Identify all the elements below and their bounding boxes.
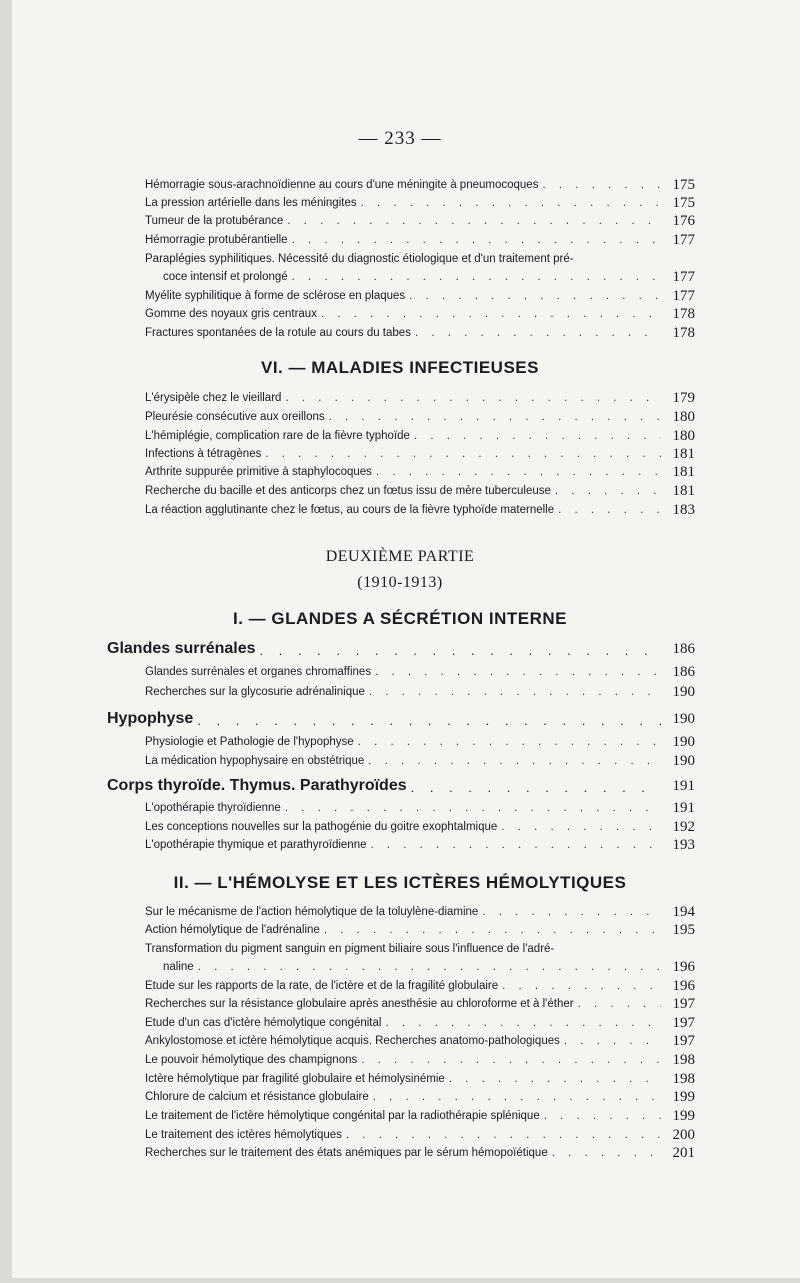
part-years: (1910-1913) [357,574,443,591]
toc-entry: L'hémiplégie, complication rare de la fièvre typhoïde . . . 180 [145,429,695,444]
toc-entry: Chlorure de calcium et résistance globulaire . . . 199 [145,1090,695,1105]
toc-entry: Action hémolytique de l'adrénaline . . . 195 [145,923,695,938]
toc-entry: Physiologie et Pathologie de l'hypophyse . . . 190 [145,735,695,750]
part-title: DEUXIÈME PARTIE [325,548,475,565]
toc-group: Hypophyse . . . 190 [107,710,695,728]
section-heading: VI. — MALADIES INFECTIEUSES [261,358,539,377]
toc-entry: L'opothérapie thymique et parathyroïdienne . . . 193 [145,838,695,853]
toc-entry: Fractures spontanées de la rotule au cours du tabes . . . 178 [145,326,695,341]
toc-entry: Recherches sur la résistance globulaire après anesthésie au chloroforme et à l'éther . . . 197 [145,997,695,1012]
toc-entry: Infections à tétragènes . . . 181 [145,447,695,462]
toc-entry: L'érysipèle chez le vieillard . . . 179 [145,391,695,406]
section-heading: II. — L'HÉMOLYSE ET LES ICTÈRES HÉMOLYTIQUES [173,873,627,892]
toc-entry: Hémorragie sous-arachnoïdienne au cours d'une méningite à pneumocoques . . . 175 [145,178,695,193]
page-number: — 233 — [358,128,442,149]
section-heading: I. — GLANDES A SÉCRÉTION INTERNE [233,609,567,628]
toc-entry: Le pouvoir hémolytique des champignons . . . 198 [145,1053,695,1068]
toc-entry: naline . . . 196 [163,960,695,975]
toc-entry: Arthrite suppurée primitive à staphylocoques . . . 181 [145,465,695,480]
toc-entry: Myélite syphilitique à forme de sclérose en plaques . . . 177 [145,289,695,304]
toc-entry: Les conceptions nouvelles sur la pathogénie du goitre exophtalmique . . . 192 [145,820,695,835]
toc-entry: Sur le mécanisme de l'action hémolytique de la toluylène-diamine . . . 194 [145,905,695,920]
toc-entry: Pleurésie consécutive aux oreillons . . . 180 [145,410,695,425]
toc-entry: Hémorragie protubérantielle . . . 177 [145,233,695,248]
toc-entry: La médication hypophysaire en obstétrique . . . 190 [145,754,695,769]
toc-entry: Le traitement des ictères hémolytiques . . . 200 [145,1128,695,1143]
toc-entry-line1: Transformation du pigment sanguin en pigment biliaire sous l'influence de l'adré- [145,943,555,955]
toc-entry: Tumeur de la protubérance . . . 176 [145,214,695,229]
toc-entry: Etude sur les rapports de la rate, de l'ictère et de la fragilité globulaire . . . 196 [145,979,695,994]
toc-entry: Recherche du bacille et des anticorps chez un fœtus issu de mère tuberculeuse . . . 181 [145,484,695,499]
toc-entry: Le traitement de l'ictère hémolytique congénital par la radiothérapie splénique . . . 199 [145,1109,695,1124]
toc-entry: Recherches sur le traitement des états anémiques par le sérum hémopoïétique . . . 201 [145,1146,695,1161]
toc-entry: Ankylostomose et ictère hémolytique acquis. Recherches anatomo-pathologiques . . . 197 [145,1034,695,1049]
toc-entry: Glandes surrénales et organes chromaffines . . . 186 [145,665,695,680]
toc-entry: coce intensif et prolongé . . . 177 [163,270,695,285]
toc-entry: L'opothérapie thyroïdienne . . . 191 [145,801,695,816]
toc-group: Corps thyroïde. Thymus. Parathyroïdes . . . 191 [107,777,695,795]
toc-entry: Ictère hémolytique par fragilité globulaire et hémolysinémie . . . 198 [145,1072,695,1087]
toc-entry: Recherches sur la glycosurie adrénalinique . . . 190 [145,685,695,700]
toc-entry: La pression artérielle dans les méningites . . . 175 [145,196,695,211]
toc-group: Glandes surrénales . . . 186 [107,640,695,658]
toc-entry: Etude d'un cas d'ictère hémolytique congénital . . . 197 [145,1016,695,1031]
toc-entry-line1: Paraplégies syphilitiques. Nécessité du diagnostic étiologique et d'un traitement pré- [145,253,574,265]
toc-entry: Gomme des noyaux gris centraux . . . 178 [145,307,695,322]
toc-entry: La réaction agglutinante chez le fœtus, au cours de la fièvre typhoïde maternelle . . . 183 [145,503,695,518]
